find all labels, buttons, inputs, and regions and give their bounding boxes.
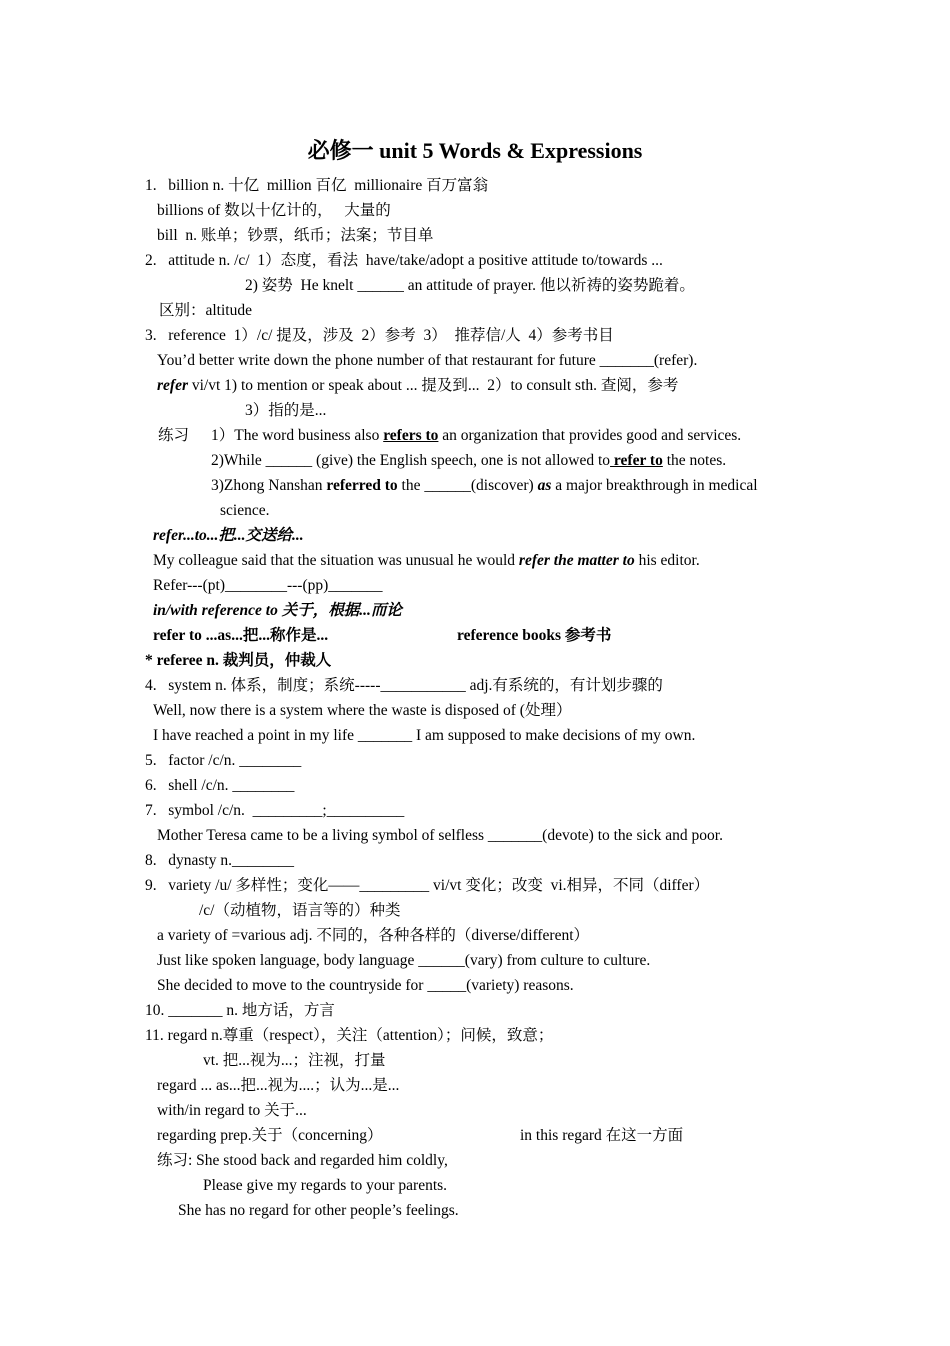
item-4-system: 4. system n. 体系，制度；系统-----___________ adj.有系统的，有计划步骤的: [145, 677, 663, 694]
in-this-regard-line: in this regard 在这一方面: [520, 1127, 684, 1144]
bill-line: bill n. 账单；钞票，纸币；法案；节目单: [157, 227, 434, 244]
item-8-dynasty: 8. dynasty n.________: [145, 852, 294, 869]
variety-example: She decided to move to the countryside for _____(variety) reasons.: [157, 977, 574, 994]
exercise-label: 练习: [158, 427, 190, 444]
with-regard-to-line: with/in regard to 关于...: [157, 1102, 307, 1119]
regard-exercise-1: 练习: She stood back and regarded him coldly,: [157, 1152, 448, 1169]
in-reference-to-phrase: in/with reference to 关于，根据...而论: [153, 602, 402, 619]
exercise-2: 2)While ______ (give) the English speech, one is not allowed to refer to the notes.: [211, 452, 727, 469]
refer-as-phrase: refer to ...as...把...称作是...: [153, 627, 329, 644]
item-11-regard: 11. regard n.尊重（respect），关注（attention）；问候，致意；: [145, 1027, 554, 1044]
variety-kinds-line: /c/（动植物，语言等的）种类: [199, 902, 401, 919]
system-example-1: Well, now there is a system where the waste is disposed of (处理）: [153, 702, 572, 719]
referee-line: * referee n. 裁判员，仲裁人: [145, 652, 332, 669]
refer-to-phrase: refer...to...把...交送给...: [153, 527, 304, 544]
symbol-example: Mother Teresa came to be a living symbol of selfless _______(devote) to the sick and poor.: [157, 827, 723, 844]
item-7-symbol: 7. symbol /c/n. _________;__________: [145, 802, 405, 819]
page-title: 必修一 unit 5 Words & Expressions: [307, 138, 643, 163]
regarding-line: regarding prep.关于（concerning）: [157, 1127, 383, 1144]
item-5-factor: 5. factor /c/n. ________: [145, 752, 302, 769]
refer-tenses: Refer---(pt)________---(pp)_______: [153, 577, 383, 594]
exercise-1: 1）The word business also refers to an organization that provides good and services.: [211, 427, 742, 444]
item-6-shell: 6. shell /c/n. ________: [145, 777, 295, 794]
reference-books-phrase: reference books 参考书: [457, 627, 612, 644]
refer-matter-example: My colleague said that the situation was unusual he would refer the matter to his editor.: [153, 552, 700, 569]
item-10-dialect: 10. _______ n. 地方话，方言: [145, 1002, 335, 1019]
system-example-2: I have reached a point in my life _______ I am supposed to make decisions of my own.: [153, 727, 696, 744]
reference-example: You’d better write down the phone number of that restaurant for future _______(refer).: [157, 352, 698, 369]
refer-meaning-3: 3）指的是...: [245, 402, 327, 419]
regard-exercise-3: She has no regard for other people’s feelings.: [178, 1202, 459, 1219]
regard-verb-line: vt. 把...视为...；注视，打量: [203, 1052, 386, 1069]
item-1-billion: 1. billion n. 十亿 million 百亿 millionaire 百万富翁: [145, 177, 489, 194]
item-9-variety: 9. variety /u/ 多样性；变化——_________ vi/vt 变化；改变 vi.相异，不同（differ）: [145, 877, 710, 894]
exercise-3-continued: science.: [220, 502, 270, 519]
vary-example: Just like spoken language, body language ______(vary) from culture to culture.: [157, 952, 651, 969]
regard-as-line: regard ... as...把...视为....；认为...是...: [157, 1077, 400, 1094]
item-3-reference: 3. reference 1）/c/ 提及，涉及 2）参考 3） 推荐信/人 4）参考书目: [145, 327, 614, 344]
refer-term: refer: [157, 377, 188, 394]
refer-definition: refer vi/vt 1) to mention or speak about ... 提及到... 2）to consult sth. 查阅，参考: [157, 377, 679, 394]
attitude-posture-line: 2) 姿势 He knelt ______ an attitude of prayer. 他以祈祷的姿势跪着。: [245, 277, 695, 294]
regard-exercise-2: Please give my regards to your parents.: [203, 1177, 448, 1194]
variety-of-line: a variety of =various adj. 不同的，各种各样的（diverse/different）: [157, 927, 590, 944]
exercise-3: 3)Zhong Nanshan referred to the ______(discover) as a major breakthrough in medical: [211, 477, 758, 494]
altitude-distinction: 区别：altitude: [159, 302, 252, 319]
item-2-attitude: 2. attitude n. /c/ 1）态度，看法 have/take/adopt a positive attitude to/towards ...: [145, 252, 663, 269]
billions-of-line: billions of 数以十亿计的， 大量的: [157, 202, 391, 219]
